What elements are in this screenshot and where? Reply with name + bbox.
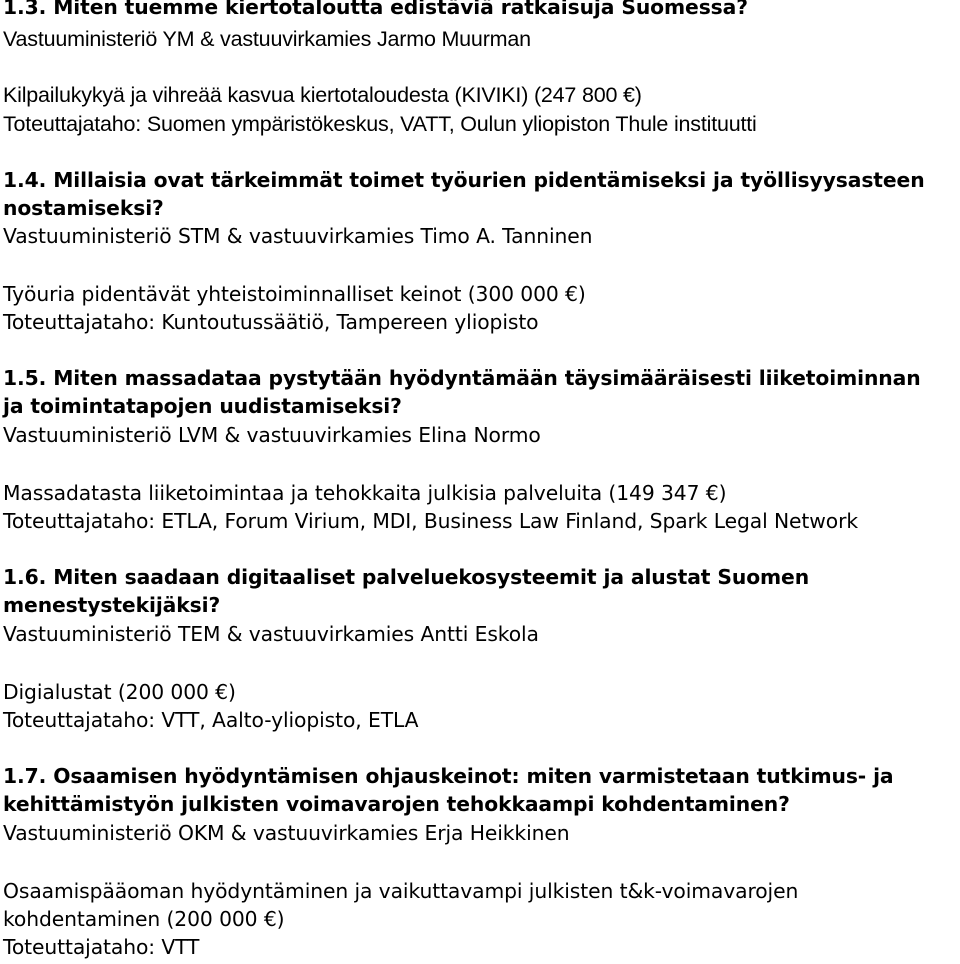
project-line: Työuria pidentävät yhteistoiminnalliset keinot (300 000 €) <box>3 282 586 306</box>
section-heading: 1.5. Miten massadataa pystytään hyödyntämään täysimääräisesti liiketoiminnan <box>3 366 921 390</box>
section-heading-cont: menestystekijäksi? <box>3 593 221 617</box>
section-heading: 1.6. Miten saadaan digitaaliset palveluekosysteemit ja alustat Suomen <box>3 565 810 589</box>
ministry-line: Vastuuministeriö LVM & vastuuvirkamies Elina Normo <box>3 423 541 447</box>
implementer-line: Toteuttajataho: VTT <box>3 935 200 959</box>
section-heading: 1.4. Millaisia ovat tärkeimmät toimet työurien pidentämiseksi ja työllisyysasteen <box>3 168 925 192</box>
ministry-line: Vastuuministeriö TEM & vastuuvirkamies Antti Eskola <box>3 622 539 646</box>
ministry-line: Vastuuministeriö YM & vastuuvirkamies Jarmo Muurman <box>3 27 531 51</box>
implementer-line: Toteuttajataho: ETLA, Forum Virium, MDI, Business Law Finland, Spark Legal Network <box>3 509 858 533</box>
section-heading-cont: ja toimintatapojen uudistamiseksi? <box>3 394 402 418</box>
ministry-line: Vastuuministeriö STM & vastuuvirkamies Timo A. Tanninen <box>3 224 593 248</box>
implementer-line: Toteuttajataho: Kuntoutussäätiö, Tampereen yliopisto <box>3 310 539 334</box>
ministry-line: Vastuuministeriö OKM & vastuuvirkamies Erja Heikkinen <box>3 821 570 845</box>
section-heading-cont: kehittämistyön julkisten voimavarojen tehokkaampi kohdentaminen? <box>3 792 790 816</box>
project-line: Kilpailukykyä ja vihreää kasvua kiertotaloudesta (KIVIKI) (247 800 €) <box>3 83 642 107</box>
section-heading: 1.3. Miten tuemme kiertotaloutta edistäviä ratkaisuja Suomessa? <box>3 0 748 19</box>
implementer-line: Toteuttajataho: Suomen ympäristökeskus, VATT, Oulun yliopiston Thule instituutti <box>3 112 757 136</box>
project-line: Massadatasta liiketoimintaa ja tehokkaita julkisia palveluita (149 347 €) <box>3 481 727 505</box>
project-line: Digialustat (200 000 €) <box>3 680 236 704</box>
project-line: Osaamispääoman hyödyntäminen ja vaikuttavampi julkisten t&k-voimavarojen <box>3 879 799 903</box>
section-heading-cont: nostamiseksi? <box>3 196 164 220</box>
section-heading: 1.7. Osaamisen hyödyntämisen ohjauskeinot: miten varmistetaan tutkimus- ja <box>3 764 894 788</box>
implementer-line: Toteuttajataho: VTT, Aalto-yliopisto, ETLA <box>3 708 419 732</box>
project-line-cont: kohdentaminen (200 000 €) <box>3 907 285 931</box>
